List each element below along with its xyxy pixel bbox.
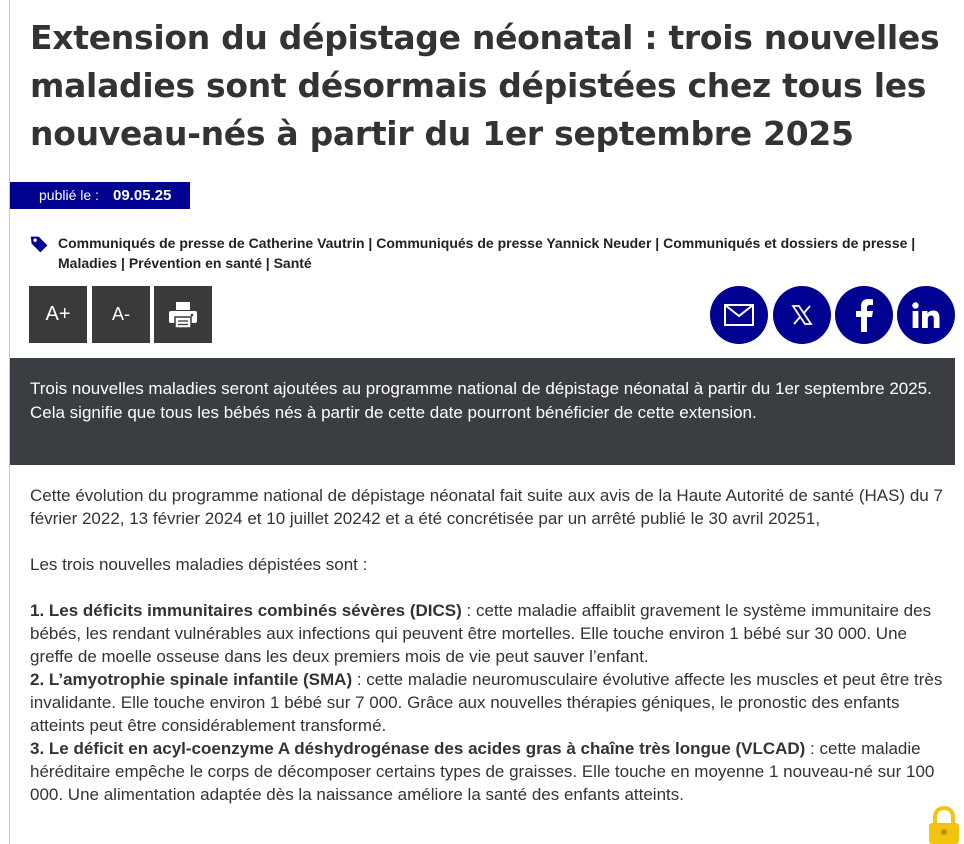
tag-link[interactable]: Communiqués de presse de Catherine Vautrin | bbox=[58, 235, 373, 251]
email-icon bbox=[724, 304, 754, 326]
disease-item bbox=[30, 668, 954, 737]
share-linkedin-button[interactable] bbox=[897, 286, 955, 344]
list-intro: Les trois nouvelles maladies dépistées sont : bbox=[30, 555, 368, 574]
disease-name: 3. Le déficit en acyl-coenzyme A déshydrogénase des acides gras à chaîne très longue (VLCAD) bbox=[30, 739, 806, 758]
published-badge bbox=[10, 182, 190, 209]
disease-item bbox=[30, 599, 954, 668]
share-facebook-button[interactable] bbox=[835, 286, 893, 344]
decrease-font-button[interactable]: A- bbox=[92, 286, 150, 343]
linkedin-icon bbox=[912, 302, 940, 328]
disease-name: 2. L’amyotrophie spinale infantile (SMA) bbox=[30, 670, 353, 689]
tag-icon bbox=[29, 234, 50, 255]
tag-link[interactable]: Prévention en santé | bbox=[128, 255, 270, 271]
tag-link[interactable]: Santé bbox=[273, 255, 312, 271]
disease-item bbox=[30, 737, 954, 806]
disease-description: : cette maladie affaiblit gravement le système immunitaire des bébés, les rendant vulnérables aux infections qui peuvent être mortelles. Elle touche environ 1 bébé sur 30 000. Une greffe de moelle osseuse dans les deux premiers mois de vie peut sauver l’enfant. bbox=[30, 601, 932, 666]
disease-description: : cette maladie neuromusculaire évolutive affecte les muscles et peut être très invalidante. Elle touche environ 1 bébé sur 7 000. Grâce aux nouvelles thérapies géniques, le pronostic des enfants atteints peut être considérablement transformé. bbox=[30, 670, 943, 735]
share-email-button[interactable] bbox=[710, 286, 768, 344]
tag-link[interactable]: Communiqués et dossiers de presse | bbox=[663, 235, 916, 251]
page-title: Extension du dépistage néonatal : trois nouvelles maladies sont désormais dépistées chez tous les nouveau-nés à partir du 1er septembre 2025 bbox=[30, 18, 940, 153]
tag-list bbox=[58, 233, 948, 273]
share-x-button[interactable] bbox=[773, 286, 831, 344]
published-date: 09.05.25 bbox=[113, 187, 172, 204]
published-label: publié le : bbox=[39, 187, 99, 203]
print-button[interactable] bbox=[154, 286, 212, 343]
disease-description: : cette maladie héréditaire empêche le corps de décomposer certains types de graisses. Elle touche en moyenne 1 nouveau-né sur 100 000. Une alimentation adaptée dès la naissance améliore la santé des enfants atteints. bbox=[30, 739, 935, 804]
increase-font-button[interactable]: A+ bbox=[29, 286, 87, 343]
print-icon bbox=[168, 301, 198, 329]
article-summary: Trois nouvelles maladies seront ajoutées au programme national de dépistage néonatal à partir du 1er septembre 2025. Cela signifie que tous les bébés nés à partir de cette date pourront bénéficier de cette extension. bbox=[10, 358, 955, 465]
article-body bbox=[30, 484, 954, 806]
lock-icon[interactable] bbox=[924, 804, 964, 844]
disease-name: 1. Les déficits immunitaires combinés sévères (DICS) bbox=[30, 601, 462, 620]
x-icon bbox=[791, 304, 813, 326]
facebook-icon bbox=[853, 298, 875, 332]
intro-paragraph: Cette évolution du programme national de dépistage néonatal fait suite aux avis de la Haute Autorité de santé (HAS) du 7 février 2022, 13 février 2024 et 10 juillet 20242 et a été concrétisée par un arrêté publié le 30 avril 20251, bbox=[30, 486, 943, 528]
tag-link[interactable]: Communiqués de presse Yannick Neuder | bbox=[376, 235, 660, 251]
tag-link[interactable]: Maladies | bbox=[58, 255, 125, 271]
